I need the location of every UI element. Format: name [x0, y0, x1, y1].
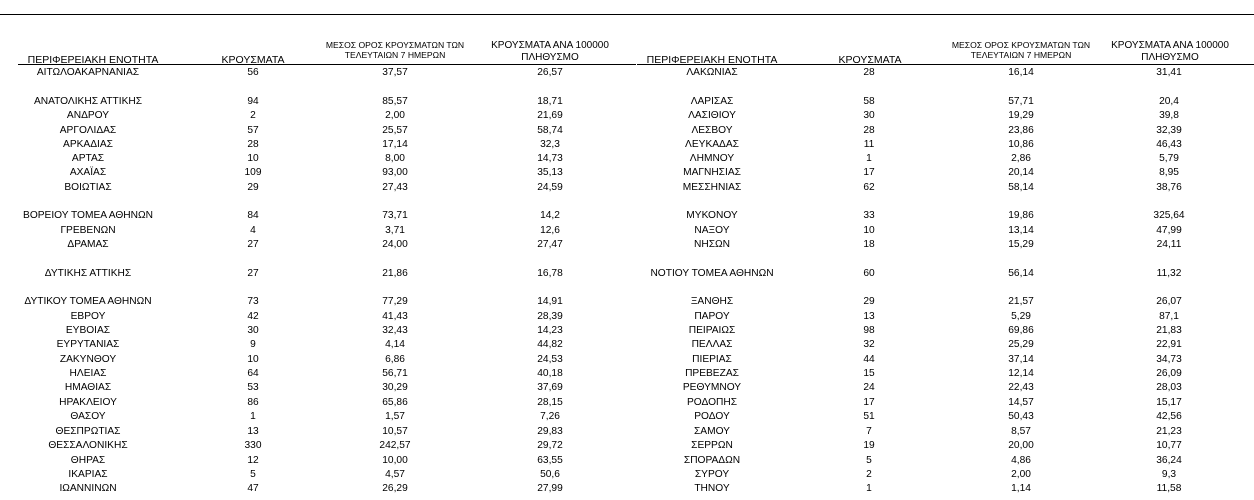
left-cell-cases: 94: [247, 96, 259, 107]
left-cell-per: 7,26: [540, 411, 560, 422]
right-cell-avg: 69,86: [1008, 325, 1034, 336]
left-header-cases: ΚΡΟΥΣΜΑΤΑ: [221, 54, 285, 66]
left-cell-region: ΗΡΑΚΛΕΙΟΥ: [59, 397, 117, 408]
left-cell-avg: 3,71: [385, 225, 405, 236]
left-cell-cases: 2: [250, 110, 256, 121]
right-table-row: [0, 410, 1254, 424]
left-cell-cases: 27: [247, 268, 259, 279]
right-cell-avg: 15,29: [1008, 239, 1034, 250]
right-cell-region: ΞΑΝΘΗΣ: [690, 296, 734, 307]
left-cell-per: 29,72: [537, 440, 563, 451]
right-header-avg-line2: ΤΕΛΕΥΤΑΙΩΝ 7 ΗΜΕΡΩΝ: [970, 49, 1072, 60]
left-cell-region: ΑΝΔΡΟΥ: [66, 110, 110, 121]
left-cell-per: 27,47: [537, 239, 563, 250]
right-cell-per: 10,77: [1156, 440, 1182, 451]
right-cell-avg: 2,00: [1011, 469, 1031, 480]
left-cell-per: 14,23: [537, 325, 563, 336]
left-header-per-line2: ΠΛΗΘΥΣΜΟ: [521, 51, 579, 63]
right-cell-per: 34,73: [1156, 354, 1182, 365]
left-cell-avg: 32,43: [382, 325, 408, 336]
left-cell-cases: 13: [247, 426, 259, 437]
left-cell-avg: 4,14: [385, 339, 405, 350]
left-cell-per: 18,71: [537, 96, 563, 107]
right-table-row: [0, 124, 1254, 138]
right-cell-region: ΛΕΣΒΟΥ: [691, 125, 733, 136]
right-table-row: [0, 425, 1254, 439]
left-cell-region: ΔΡΑΜΑΣ: [67, 239, 109, 250]
right-cell-avg: 22,43: [1008, 382, 1034, 393]
right-table-row: [0, 396, 1254, 410]
left-cell-avg: 4,57: [385, 469, 405, 480]
right-cell-cases: 5: [866, 455, 872, 466]
left-cell-avg: 56,71: [382, 368, 408, 379]
right-cell-region: ΠΙΕΡΙΑΣ: [692, 354, 732, 365]
left-cell-avg: 41,43: [382, 311, 408, 322]
left-cell-avg: 27,43: [382, 182, 408, 193]
right-cell-cases: 44: [863, 354, 875, 365]
left-cell-avg: 30,29: [382, 382, 408, 393]
right-table-row: [0, 66, 1254, 80]
right-table-row: [0, 295, 1254, 309]
right-cell-cases: 32: [863, 339, 875, 350]
left-cell-region: ΔΥΤΙΚΟΥ ΤΟΜΕΑ ΑΘΗΝΩΝ: [24, 296, 152, 307]
left-cell-avg: 2,00: [385, 110, 405, 121]
right-cell-per: 87,1: [1159, 311, 1179, 322]
right-cell-cases: 33: [863, 210, 875, 221]
right-cell-avg: 8,57: [1011, 426, 1031, 437]
right-cell-per: 32,39: [1156, 125, 1182, 136]
left-cell-cases: 30: [247, 325, 259, 336]
left-cell-cases: 28: [247, 139, 259, 150]
left-cell-per: 14,91: [537, 296, 563, 307]
left-cell-avg: 10,57: [382, 426, 408, 437]
left-cell-avg: 242,57: [379, 440, 411, 451]
right-table-row: [0, 381, 1254, 395]
right-cell-cases: 58: [863, 96, 875, 107]
left-cell-region: ΑΡΤΑΣ: [71, 153, 105, 164]
right-table-row: [0, 166, 1254, 180]
left-cell-per: 24,53: [537, 354, 563, 365]
right-cell-cases: 30: [863, 110, 875, 121]
right-table-row: [0, 181, 1254, 195]
left-cell-region: ΕΒΡΟΥ: [70, 311, 106, 322]
left-cell-region: ΙΩΑΝΝΙΝΩΝ: [59, 483, 117, 494]
right-table-row: [0, 468, 1254, 482]
right-table-row: [0, 310, 1254, 324]
left-cell-avg: 26,29: [382, 483, 408, 494]
left-cell-per: 12,6: [540, 225, 560, 236]
right-cell-per: 11,58: [1156, 483, 1182, 494]
right-cell-per: 36,24: [1156, 455, 1182, 466]
left-cell-per: 50,6: [540, 469, 560, 480]
left-cell-cases: 73: [247, 296, 259, 307]
right-cell-per: 38,76: [1156, 182, 1182, 193]
right-table-row: [0, 209, 1254, 223]
right-cell-avg: 2,86: [1011, 153, 1031, 164]
left-cell-cases: 330: [244, 440, 262, 451]
left-cell-region: ΑΧΑΪΑΣ: [69, 167, 107, 178]
right-table-row: [0, 224, 1254, 238]
left-cell-region: ΙΚΑΡΙΑΣ: [68, 469, 108, 480]
right-header-cases: ΚΡΟΥΣΜΑΤΑ: [838, 54, 902, 66]
right-cell-region: ΛΑΡΙΣΑΣ: [690, 96, 734, 107]
right-cell-region: ΝΟΤΙΟΥ ΤΟΜΕΑ ΑΘΗΝΩΝ: [650, 268, 774, 279]
right-cell-region: ΝΗΣΩΝ: [694, 239, 730, 250]
right-cell-avg: 1,14: [1011, 483, 1031, 494]
left-cell-region: ΖΑΚΥΝΘΟΥ: [59, 354, 117, 365]
right-cell-region: ΝΑΞΟΥ: [694, 225, 730, 236]
left-cell-region: ΓΡΕΒΕΝΩΝ: [60, 225, 116, 236]
right-table-row: [0, 367, 1254, 381]
right-table-row: [0, 454, 1254, 468]
right-cell-per: 22,91: [1156, 339, 1182, 350]
right-cell-cases: 15: [863, 368, 875, 379]
left-cell-region: ΘΕΣΣΑΛΟΝΙΚΗΣ: [48, 440, 128, 451]
right-cell-cases: 19: [863, 440, 875, 451]
left-cell-cases: 4: [250, 225, 256, 236]
right-table-row: [0, 138, 1254, 152]
left-header-region: ΠΕΡΙΦΕΡΕΙΑΚΗ ΕΝΟΤΗΤΑ: [27, 54, 159, 66]
left-cell-cases: 12: [247, 455, 259, 466]
right-cell-avg: 13,14: [1008, 225, 1034, 236]
right-cell-region: ΜΥΚΟΝΟΥ: [686, 210, 738, 221]
right-cell-cases: 18: [863, 239, 875, 250]
right-cell-region: ΡΟΔΟΠΗΣ: [686, 397, 738, 408]
left-cell-region: ΑΡΚΑΔΙΑΣ: [63, 139, 113, 150]
left-cell-region: ΑΝΑΤΟΛΙΚΗΣ ΑΤΤΙΚΗΣ: [33, 96, 143, 107]
left-cell-cases: 10: [247, 354, 259, 365]
right-cell-cases: 11: [863, 139, 875, 150]
right-cell-region: ΣΕΡΡΩΝ: [691, 440, 733, 451]
right-cell-region: ΠΑΡΟΥ: [694, 311, 730, 322]
left-cell-avg: 24,00: [382, 239, 408, 250]
left-cell-region: ΒΟΡΕΙΟΥ ΤΟΜΕΑ ΑΘΗΝΩΝ: [23, 210, 153, 221]
right-table-row: [0, 238, 1254, 252]
left-cell-per: 28,15: [537, 397, 563, 408]
left-cell-cases: 1: [250, 411, 256, 422]
left-cell-avg: 6,86: [385, 354, 405, 365]
right-cell-avg: 20,00: [1008, 440, 1034, 451]
right-table-row: [0, 482, 1254, 496]
left-cell-cases: 56: [247, 67, 259, 78]
right-cell-avg: 16,14: [1008, 67, 1034, 78]
right-cell-region: ΣΠΟΡΑΔΩΝ: [683, 455, 741, 466]
left-cell-per: 40,18: [537, 368, 563, 379]
left-cell-cases: 86: [247, 397, 259, 408]
right-header-region: ΠΕΡΙΦΕΡΕΙΑΚΗ ΕΝΟΤΗΤΑ: [646, 54, 778, 66]
left-cell-per: 44,82: [537, 339, 563, 350]
right-cell-cases: 60: [863, 268, 875, 279]
right-cell-region: ΠΡΕΒΕΖΑΣ: [685, 368, 739, 379]
left-cell-region: ΗΛΕΙΑΣ: [69, 368, 107, 379]
right-table-row: [0, 267, 1254, 281]
right-cell-per: 21,83: [1156, 325, 1182, 336]
left-cell-per: 37,69: [537, 382, 563, 393]
left-cell-avg: 77,29: [382, 296, 408, 307]
left-header-per-line1: ΚΡΟΥΣΜΑΤΑ ΑΝΑ 100000: [491, 40, 609, 51]
left-cell-region: ΔΥΤΙΚΗΣ ΑΤΤΙΚΗΣ: [44, 268, 132, 279]
right-cell-avg: 21,57: [1008, 296, 1034, 307]
left-cell-region: ΘΕΣΠΡΩΤΙΑΣ: [55, 426, 121, 437]
right-header-avg-line1: ΜΕΣΟΣ ΟΡΟΣ ΚΡΟΥΣΜΑΤΩΝ ΤΩΝ: [951, 40, 1091, 50]
right-cell-avg: 19,86: [1008, 210, 1034, 221]
right-cell-avg: 25,29: [1008, 339, 1034, 350]
left-cell-region: ΕΥΒΟΙΑΣ: [65, 325, 111, 336]
left-cell-cases: 57: [247, 125, 259, 136]
left-cell-avg: 25,57: [382, 125, 408, 136]
left-cell-per: 29,83: [537, 426, 563, 437]
right-table-row: [0, 95, 1254, 109]
right-cell-cases: 7: [866, 426, 872, 437]
left-cell-per: 21,69: [537, 110, 563, 121]
left-cell-per: 28,39: [537, 311, 563, 322]
right-cell-per: 325,64: [1153, 210, 1185, 221]
right-cell-cases: 28: [863, 67, 875, 78]
right-cell-cases: 10: [863, 225, 875, 236]
right-cell-cases: 2: [866, 469, 872, 480]
right-cell-cases: 17: [863, 167, 875, 178]
right-cell-region: ΛΑΣΙΘΙΟΥ: [688, 110, 736, 121]
right-cell-cases: 29: [863, 296, 875, 307]
right-cell-cases: 28: [863, 125, 875, 136]
right-table-row: [0, 109, 1254, 123]
left-cell-region: ΑΡΓΟΛΙΔΑΣ: [59, 125, 117, 136]
left-cell-cases: 9: [250, 339, 256, 350]
left-header-avg-line1: ΜΕΣΟΣ ΟΡΟΣ ΚΡΟΥΣΜΑΤΩΝ ΤΩΝ: [325, 40, 465, 50]
right-cell-per: 28,03: [1156, 382, 1182, 393]
right-cell-avg: 23,86: [1008, 125, 1034, 136]
right-cell-region: ΛΕΥΚΑΔΑΣ: [685, 139, 739, 150]
right-cell-per: 46,43: [1156, 139, 1182, 150]
right-table-row: [0, 353, 1254, 367]
left-header-avg-line2: ΤΕΛΕΥΤΑΙΩΝ 7 ΗΜΕΡΩΝ: [344, 49, 446, 60]
right-cell-cases: 1: [866, 483, 872, 494]
left-cell-region: ΘΑΣΟΥ: [70, 411, 106, 422]
right-cell-avg: 57,71: [1008, 96, 1034, 107]
right-cell-region: ΣΥΡΟΥ: [694, 469, 730, 480]
left-cell-per: 26,57: [537, 67, 563, 78]
left-cell-cases: 10: [247, 153, 259, 164]
left-cell-region: ΕΥΡΥΤΑΝΙΑΣ: [56, 339, 120, 350]
right-table-row: [0, 324, 1254, 338]
right-cell-per: 8,95: [1159, 167, 1179, 178]
right-cell-per: 24,11: [1156, 239, 1182, 250]
right-cell-per: 5,79: [1159, 153, 1179, 164]
left-cell-per: 27,99: [537, 483, 563, 494]
right-table-row: [0, 338, 1254, 352]
left-cell-avg: 1,57: [385, 411, 405, 422]
right-cell-cases: 17: [863, 397, 875, 408]
right-cell-cases: 51: [863, 411, 875, 422]
left-cell-cases: 27: [247, 239, 259, 250]
right-cell-per: 26,07: [1156, 296, 1182, 307]
left-cell-avg: 17,14: [382, 139, 408, 150]
right-cell-avg: 58,14: [1008, 182, 1034, 193]
right-cell-avg: 56,14: [1008, 268, 1034, 279]
left-cell-per: 63,55: [537, 455, 563, 466]
right-cell-cases: 1: [866, 153, 872, 164]
right-cell-region: ΜΕΣΣΗΝΙΑΣ: [682, 182, 742, 193]
right-cell-avg: 10,86: [1008, 139, 1034, 150]
left-cell-per: 24,59: [537, 182, 563, 193]
left-cell-per: 58,74: [537, 125, 563, 136]
right-cell-per: 39,8: [1159, 110, 1179, 121]
left-cell-per: 14,73: [537, 153, 563, 164]
left-cell-cases: 84: [247, 210, 259, 221]
left-cell-per: 14,2: [540, 210, 560, 221]
left-cell-cases: 5: [250, 469, 256, 480]
left-cell-region: ΗΜΑΘΙΑΣ: [64, 382, 112, 393]
right-cell-avg: 14,57: [1008, 397, 1034, 408]
right-cell-avg: 20,14: [1008, 167, 1034, 178]
left-cell-region: ΑΙΤΩΛΟΑΚΑΡΝΑΝΙΑΣ: [36, 67, 140, 78]
right-cell-avg: 5,29: [1011, 311, 1031, 322]
right-cell-avg: 4,86: [1011, 455, 1031, 466]
left-cell-cases: 53: [247, 382, 259, 393]
right-cell-region: ΠΕΛΛΑΣ: [691, 339, 733, 350]
right-table-row: [0, 439, 1254, 453]
right-cell-per: 11,32: [1156, 268, 1182, 279]
right-cell-cases: 62: [863, 182, 875, 193]
right-table-row: [0, 152, 1254, 166]
left-cell-per: 32,3: [540, 139, 560, 150]
left-cell-region: ΘΗΡΑΣ: [70, 455, 106, 466]
left-cell-avg: 37,57: [382, 67, 408, 78]
right-cell-cases: 98: [863, 325, 875, 336]
right-cell-region: ΡΕΘΥΜΝΟΥ: [682, 382, 742, 393]
right-cell-per: 21,23: [1156, 426, 1182, 437]
left-cell-avg: 85,57: [382, 96, 408, 107]
left-cell-avg: 73,71: [382, 210, 408, 221]
left-cell-cases: 47: [247, 483, 259, 494]
left-cell-cases: 29: [247, 182, 259, 193]
right-cell-per: 15,17: [1156, 397, 1182, 408]
right-cell-per: 42,56: [1156, 411, 1182, 422]
right-cell-cases: 13: [863, 311, 875, 322]
right-header-per-line2: ΠΛΗΘΥΣΜΟ: [1141, 51, 1199, 63]
left-cell-per: 35,13: [537, 167, 563, 178]
right-cell-region: ΛΑΚΩΝΙΑΣ: [686, 67, 738, 78]
left-cell-region: ΒΟΙΩΤΙΑΣ: [64, 182, 112, 193]
left-cell-avg: 10,00: [382, 455, 408, 466]
left-cell-per: 16,78: [537, 268, 563, 279]
right-cell-per: 9,3: [1161, 469, 1177, 480]
right-cell-per: 26,09: [1156, 368, 1182, 379]
left-cell-cases: 42: [247, 311, 259, 322]
right-cell-avg: 12,14: [1008, 368, 1034, 379]
right-cell-region: ΜΑΓΝΗΣΙΑΣ: [683, 167, 741, 178]
right-cell-per: 31,41: [1156, 67, 1182, 78]
right-cell-region: ΠΕΙΡΑΙΩΣ: [688, 325, 736, 336]
left-cell-avg: 8,00: [385, 153, 405, 164]
right-cell-region: ΡΟΔΟΥ: [694, 411, 730, 422]
left-cell-cases: 109: [244, 167, 262, 178]
right-cell-avg: 50,43: [1008, 411, 1034, 422]
left-cell-avg: 65,86: [382, 397, 408, 408]
left-cell-cases: 64: [247, 368, 259, 379]
right-cell-per: 47,99: [1156, 225, 1182, 236]
right-cell-per: 20,4: [1159, 96, 1179, 107]
right-cell-region: ΣΑΜΟΥ: [694, 426, 730, 437]
right-cell-avg: 37,14: [1008, 354, 1034, 365]
left-cell-avg: 21,86: [382, 268, 408, 279]
right-header-per-line1: ΚΡΟΥΣΜΑΤΑ ΑΝΑ 100000: [1111, 40, 1229, 51]
right-cell-avg: 19,29: [1008, 110, 1034, 121]
right-cell-region: ΛΗΜΝΟΥ: [689, 153, 735, 164]
right-cell-cases: 24: [863, 382, 875, 393]
left-cell-avg: 93,00: [382, 167, 408, 178]
right-cell-region: ΤΗΝΟΥ: [694, 483, 730, 494]
